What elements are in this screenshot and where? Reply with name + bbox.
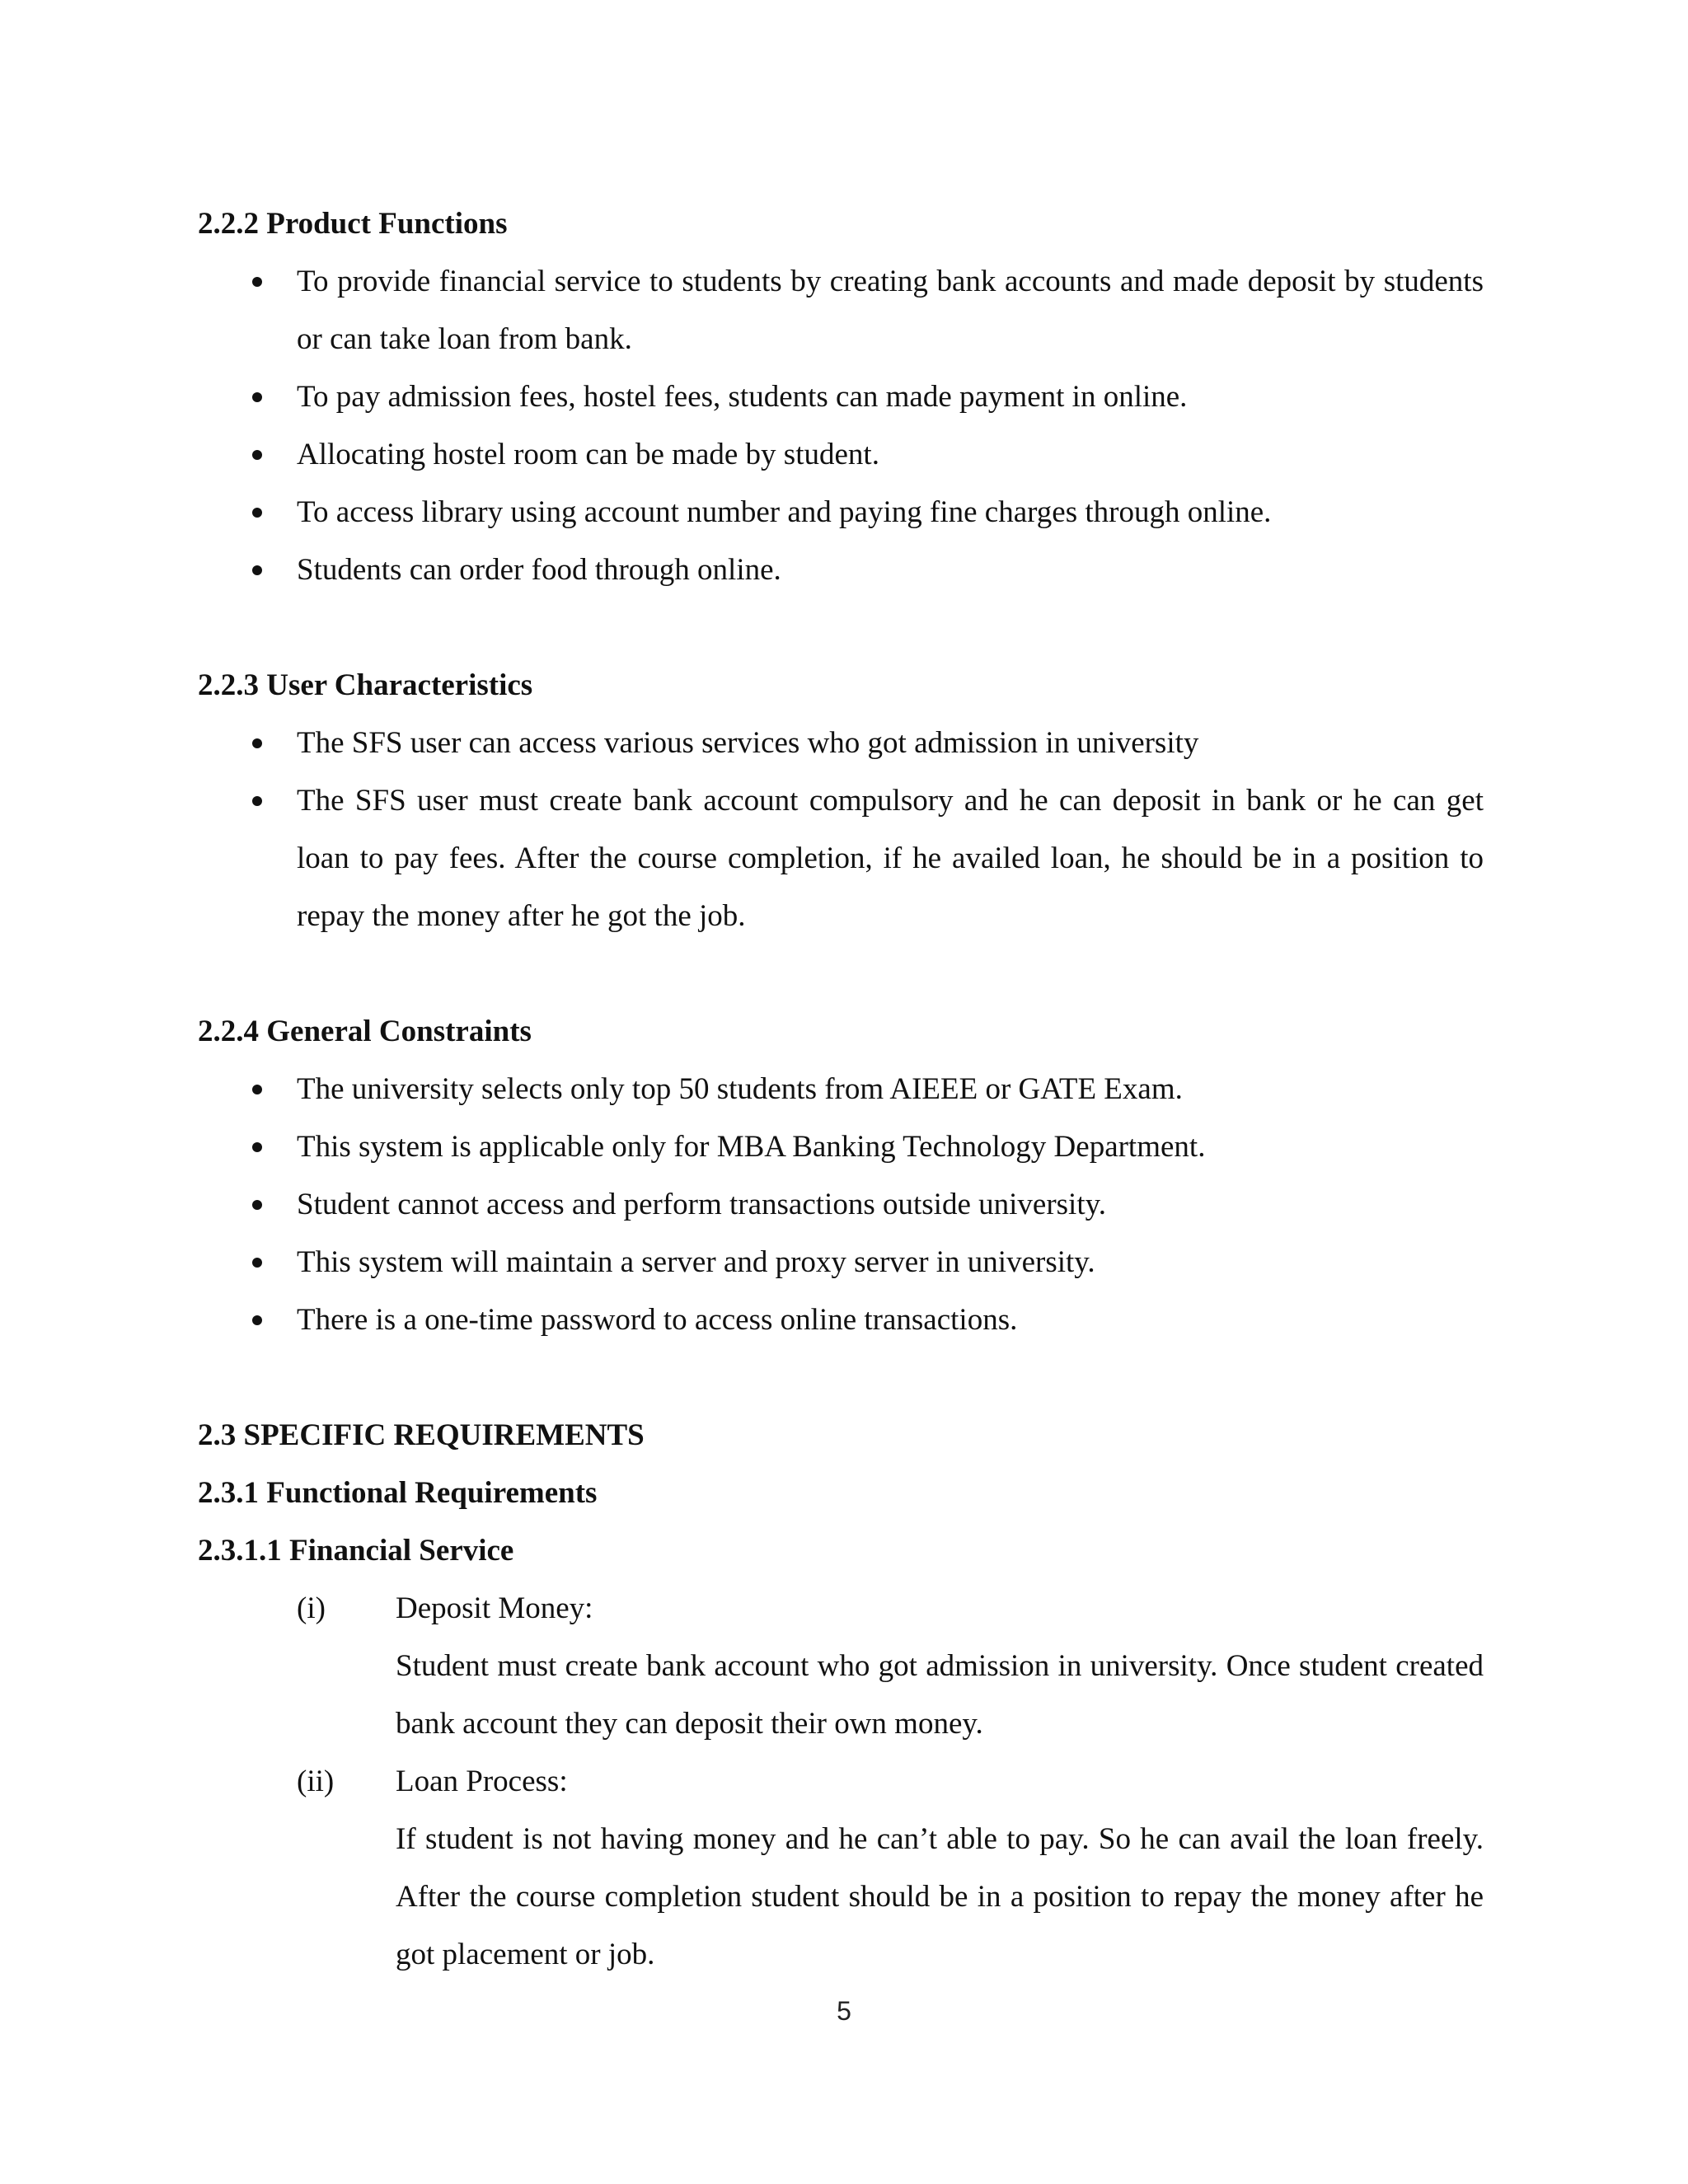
page-number: 5 xyxy=(837,1996,851,2026)
item-title: Deposit Money: xyxy=(396,1591,593,1625)
section-spacer xyxy=(198,599,1484,657)
financial-service-list xyxy=(198,1580,1484,1984)
list-item: There is a one-time password to access online transactions. xyxy=(198,1291,1484,1349)
list-item: To access library using account number and paying fine charges through online. xyxy=(198,484,1484,541)
list-item: Student cannot access and perform transactions outside university. xyxy=(198,1176,1484,1234)
section-spacer xyxy=(198,945,1484,1003)
page-content xyxy=(198,195,1484,1984)
heading-specific-requirements: 2.3 SPECIFIC REQUIREMENTS xyxy=(198,1418,645,1452)
list-item: The SFS user can access various services who got admission in university xyxy=(198,715,1484,772)
general-constraints-list xyxy=(198,1061,1484,1349)
user-characteristics-list xyxy=(198,715,1484,945)
product-functions-list xyxy=(198,253,1484,599)
numbered-item-deposit-money xyxy=(198,1580,1484,1753)
item-marker: (i) xyxy=(297,1591,326,1625)
heading-product-functions: 2.2.2 Product Functions xyxy=(198,207,508,241)
list-item: Allocating hostel room can be made by student. xyxy=(198,426,1484,484)
item-title: Loan Process: xyxy=(396,1765,568,1798)
list-item: This system is applicable only for MBA Banking Technology Department. xyxy=(198,1118,1484,1176)
list-item: To provide financial service to students by creating bank accounts and made deposit by students or can take loan from bank. xyxy=(198,253,1484,368)
list-item: This system will maintain a server and proxy server in university. xyxy=(198,1234,1484,1291)
item-body: If student is not having money and he can’t able to pay. So he can avail the loan freely. After the course completion student should be in a position to repay the money after he got placement or job. xyxy=(396,1822,1484,1971)
list-item: Students can order food through online. xyxy=(198,541,1484,599)
heading-financial-service: 2.3.1.1 Financial Service xyxy=(198,1534,514,1568)
item-body: Student must create bank account who got admission in university. Once student created bank account they can deposit their own money. xyxy=(396,1649,1484,1741)
heading-user-characteristics: 2.2.3 User Characteristics xyxy=(198,668,533,702)
section-spacer xyxy=(198,1349,1484,1407)
item-marker: (ii) xyxy=(297,1765,335,1798)
list-item: The SFS user must create bank account compulsory and he can deposit in bank or he can get loan to pay fees. After the course completion, if he availed loan, he should be in a position to repay the money after he got the job. xyxy=(198,772,1484,945)
list-item: To pay admission fees, hostel fees, students can made payment in online. xyxy=(198,368,1484,426)
heading-functional-requirements: 2.3.1 Functional Requirements xyxy=(198,1476,598,1510)
heading-general-constraints: 2.2.4 General Constraints xyxy=(198,1015,532,1048)
list-item: The university selects only top 50 students from AIEEE or GATE Exam. xyxy=(198,1061,1484,1118)
numbered-item-loan-process xyxy=(198,1753,1484,1984)
